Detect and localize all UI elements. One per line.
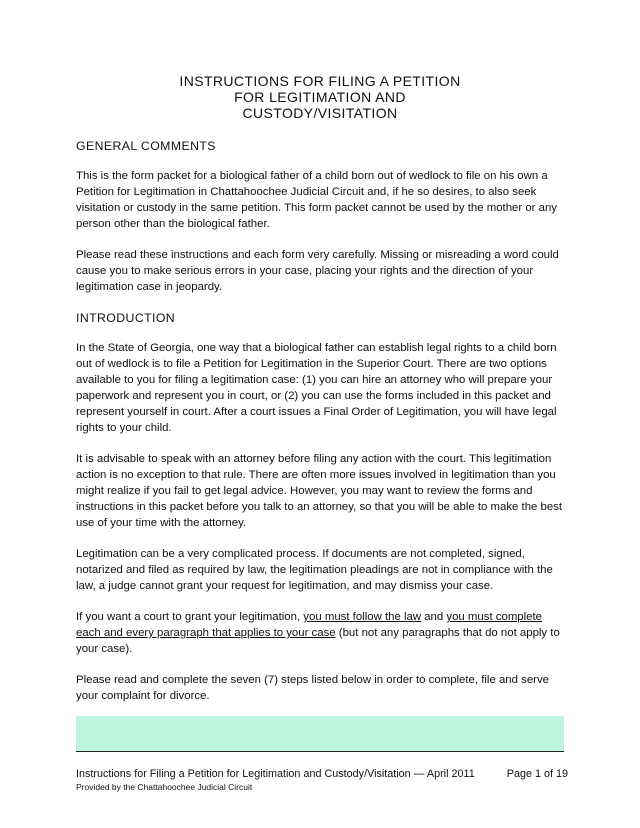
general-paragraph-2: Please read these instructions and each form very carefully. Missing or misreading a word could cause you to make serious errors in your case, placing your rights and the direction of your legitimation case in jeopardy. [76, 249, 559, 293]
introduction-heading: INTRODUCTION [76, 311, 176, 325]
intro-paragraph-5: Please read and complete the seven (7) steps listed below in order to complete, file and serve your complaint for divorce. [76, 674, 549, 702]
title-line-1: INSTRUCTIONS FOR FILING A PETITION [179, 73, 461, 89]
title-line-2: FOR LEGITIMATION AND [234, 89, 406, 105]
footer-provider: Provided by the Chattahoochee Judicial Circuit [76, 782, 253, 792]
intro-p4-text-1: If you want a court to grant your legitimation, [76, 611, 304, 623]
title-line-3: CUSTODY/VISITATION [242, 105, 398, 121]
document-body [76, 138, 568, 719]
intro-p4-underline-2: you must complete each and every paragraph that applies to your case [76, 611, 543, 639]
footer [76, 768, 568, 781]
intro-paragraph-4 [76, 609, 568, 657]
intro-p4-text-3: (but not any paragraphs that do not apply to your case). [76, 627, 560, 655]
general-comments-heading: GENERAL COMMENTS [76, 139, 216, 153]
intro-paragraph-1: In the State of Georgia, one way that a biological father can establish legal rights to a child born out of wedlock is to file a Petition for Legitimation in the Superior Court. There are two options available to you for filing a legitimation case: (1) you can hire an attorney who will prepare your paperwork and represent you in court, or (2) you can use the forms included in this packet and represent yourself in court. After a court issues a Final Order of Legitimation, you will have legal rights to your child. [76, 342, 557, 434]
footer-title: Instructions for Filing a Petition for Legitimation and Custody/Visitation — April 2011 [76, 768, 475, 780]
intro-p4-underline-1: you must follow the law [303, 611, 422, 623]
highlight-band [76, 716, 564, 751]
page-number: Page 1 of 19 [506, 768, 568, 780]
intro-paragraph-2: It is advisable to speak with an attorney before filing any action with the court. This legitimation action is no exception to that rule. There are often more issues involved in legitimation than you might realize if you fail to get legal advice. However, you may want to review the forms and instructions in this packet before you talk to an attorney, so that you will be able to make the best use of your time with the attorney. [76, 453, 563, 529]
intro-p4-text-2: and [421, 611, 447, 623]
general-paragraph-1: This is the form packet for a biological father of a child born out of wedlock to file on his own a Petition for Legitimation in Chattahoochee Judicial Circuit and, if he so desires, to also seek visitation or custody in the same petition. This form packet cannot be used by the mother or any person other than the biological father. [76, 170, 557, 230]
footer-rule [76, 751, 564, 752]
document-title [0, 73, 640, 121]
intro-paragraph-3: Legitimation can be a very complicated process. If documents are not completed, signed, notarized and filed as required by law, the legitimation pleadings are not in compliance with the law, a judge cannot grant your request for legitimation, and may dismiss your case. [76, 548, 553, 592]
